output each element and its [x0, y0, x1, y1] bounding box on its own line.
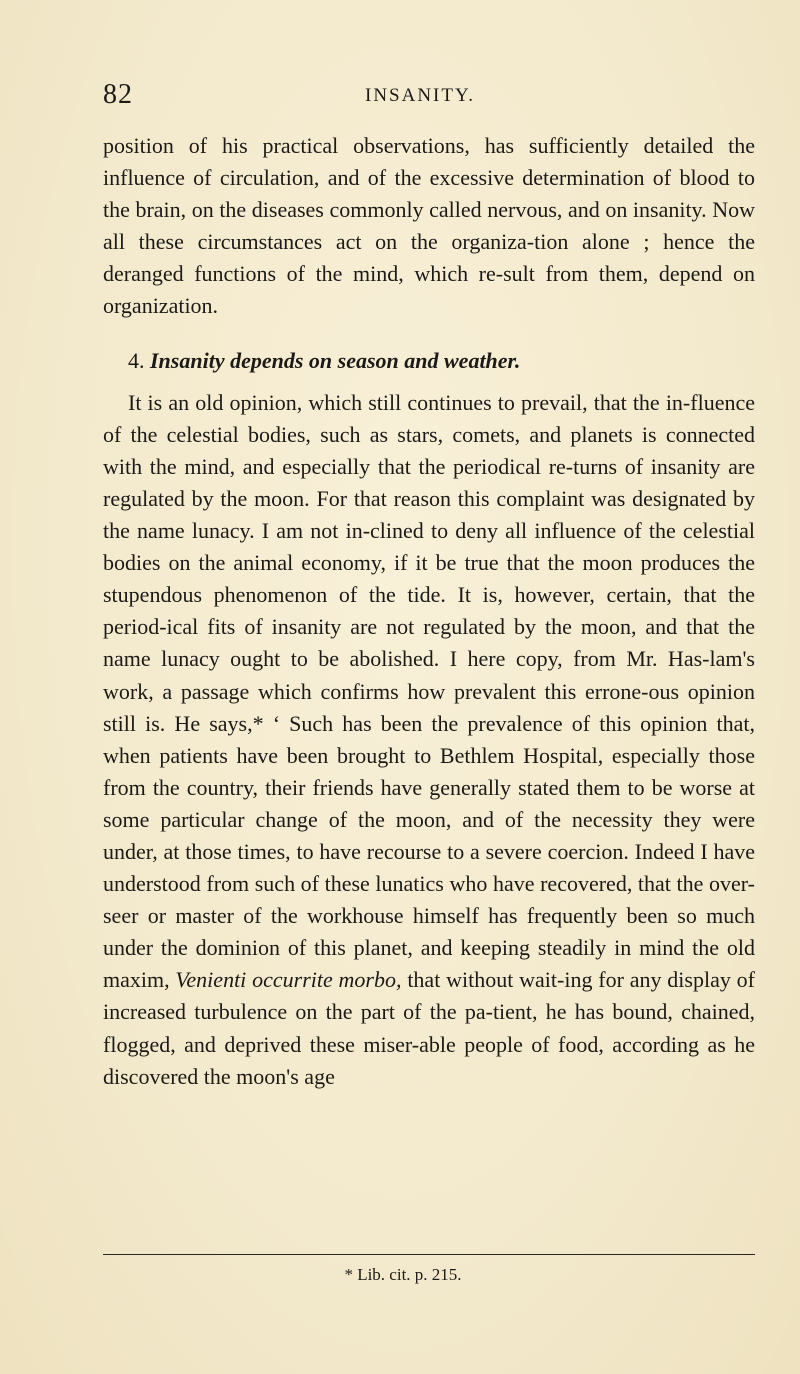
section-heading — [103, 345, 755, 377]
paragraph-lunacy-text: It is an old opinion, which still continues to prevail, that the in-fluence of the celestial bodies, such as stars, comets, and planets is connected with the mind, and especially that the periodical re-turns of insanity are regulated by the moon. For that reason this complaint was designated by the name lunacy. I am not in-clined to deny all influence of the celestial bodies on the animal economy, if it be true that the moon produces the stupendous phenomenon of the tide. It is, however, certain, that the period-ical fits of insanity are not regulated by the moon, and that the name lunacy ought to be abolished. I here copy, from Mr. Has-lam's work, a passage which confirms how prevalent this errone-ous opinion still is. He says,* ‘ Such has been the prevalence of this opinion that, when patients have been brought to Bethlem Hospital, especially those from the country, their friends have generally stated them to be worse at some particular change of the moon, and of the necessity they were under, at those times, to have recourse to a severe coercion. Indeed I have understood from such of these lunatics who have recovered, that the over-seer or master of the workhouse himself has frequently been so much under the dominion of this planet, and keeping steadily in mind the old maxim, — [103, 389, 755, 993]
page-header — [103, 80, 755, 110]
running-head: INSANITY. — [365, 85, 476, 106]
page-number: 82 — [103, 79, 133, 110]
section-title: Insanity depends on season and weather. — [150, 347, 521, 373]
section-number: 4. — [128, 347, 145, 373]
latin-maxim: Venienti occurrite morbo, — [175, 967, 402, 993]
page-body — [103, 130, 755, 1093]
footnote: * Lib. cit. p. 215. — [344, 1265, 462, 1284]
paragraph-lunacy — [103, 387, 755, 1093]
paragraph-lunacy-continuation: that without wait-ing for any display of increased turbulence on the part of the pa-tient, he has bound, chained, flogged, and deprived these miser-able people of food, according as he discovered the moon's age — [103, 967, 755, 1089]
paragraph-continued: position of his practical observations, has sufficiently detailed the influence of circulation, and of the excessive determination of blood to the brain, on the diseases commonly called nervous, and on insanity. Now all these circumstances act on the organiza-tion alone ; hence the deranged functions of the mind, which re-sult from them, depend on organization. — [103, 133, 755, 319]
footnote-rule — [103, 1254, 755, 1255]
